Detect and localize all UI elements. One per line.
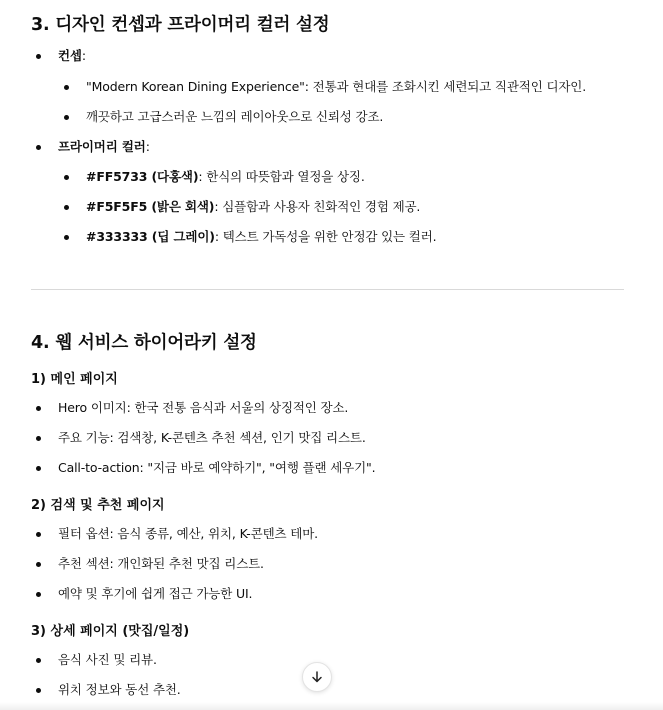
- bullet: [36, 54, 41, 59]
- bullet: [36, 145, 41, 150]
- scroll-to-bottom-button[interactable]: [302, 662, 332, 692]
- list-item-concept-2: [86, 107, 383, 127]
- list-item-search-3: [58, 584, 252, 604]
- subheading-main-page: 1) 메인 페이지: [31, 372, 118, 387]
- bullet: [36, 658, 41, 663]
- list-item-main-1: [58, 398, 348, 418]
- primary-colors-colon: :: [145, 139, 150, 154]
- bullet: [64, 205, 69, 210]
- list-item-search-1: [58, 524, 318, 544]
- concept-colon: :: [81, 48, 86, 63]
- list-item-concept-1: [86, 77, 586, 97]
- arrow-down-icon: [310, 670, 324, 684]
- list-item-primary-colors: [58, 137, 150, 157]
- subheading-detail-page: 3) 상세 페이지 (맛집/일정): [31, 624, 190, 639]
- list-item-text: 예약 및 후기에 쉽게 접근 가능한 UI.: [58, 586, 253, 601]
- bullet: [64, 115, 69, 120]
- color-code: #FF5733 (다홍색): [86, 169, 199, 184]
- bullet: [36, 466, 41, 471]
- bullet: [64, 235, 69, 240]
- subheading-search-page: 2) 검색 및 추천 페이지: [31, 498, 165, 513]
- section-divider: [31, 289, 624, 290]
- color-description: : 한식의 따뜻함과 열정을 상징.: [198, 169, 365, 184]
- bullet: [36, 406, 41, 411]
- section-heading-hierarchy: 4. 웹 서비스 하이어라키 설정: [31, 333, 257, 353]
- list-item-search-2: [58, 554, 264, 574]
- color-code: #F5F5F5 (밝은 회색): [86, 199, 215, 214]
- list-item-text: 위치 정보와 동선 추천.: [58, 682, 181, 697]
- bottom-fade: [0, 702, 663, 710]
- list-item-main-3: [58, 458, 375, 478]
- list-item-detail-1: [58, 650, 157, 670]
- list-item-text: 필터 옵션: 음식 종류, 예산, 위치, K-콘텐츠 테마.: [58, 526, 318, 541]
- bullet: [64, 175, 69, 180]
- list-item-detail-2: [58, 680, 181, 700]
- list-item-main-2: [58, 428, 366, 448]
- bullet: [36, 562, 41, 567]
- primary-colors-label: 프라이머리 컬러: [58, 139, 146, 154]
- bullet: [36, 592, 41, 597]
- bullet: [36, 532, 41, 537]
- color-description: : 텍스트 가독성을 위한 안정감 있는 컬러.: [214, 229, 437, 244]
- list-item-text: 추천 섹션: 개인화된 추천 맛집 리스트.: [58, 556, 264, 571]
- concept-label: 컨셉: [58, 48, 82, 63]
- color-code: #333333 (딥 그레이): [86, 229, 215, 244]
- list-item-text: Call-to-action: "지금 바로 예약하기", "여행 플랜 세우기".: [58, 460, 376, 475]
- list-item-text: Hero 이미지: 한국 전통 음식과 서울의 상징적인 장소.: [58, 400, 349, 415]
- list-item-text: 주요 기능: 검색창, K-콘텐츠 추천 섹션, 인기 맛집 리스트.: [58, 430, 366, 445]
- bullet: [36, 436, 41, 441]
- section-heading-design-concept: 3. 디자인 컨셉과 프라이머리 컬러 설정: [31, 15, 330, 35]
- concept-text: 깨끗하고 고급스러운 느낌의 레이아웃으로 신뢰성 강조.: [86, 109, 384, 124]
- list-item-color-2: [86, 197, 420, 217]
- concept-text: "Modern Korean Dining Experience": 전통과 현대를 조화시킨 세련되고 직관적인 디자인.: [86, 79, 587, 94]
- list-item-color-1: [86, 167, 365, 187]
- color-description: : 심플함과 사용자 친화적인 경험 제공.: [214, 199, 421, 214]
- list-item-concept: [58, 46, 86, 66]
- list-item-color-3: [86, 227, 436, 247]
- bullet: [64, 85, 69, 90]
- list-item-text: 음식 사진 및 리뷰.: [58, 652, 157, 667]
- bullet: [36, 688, 41, 693]
